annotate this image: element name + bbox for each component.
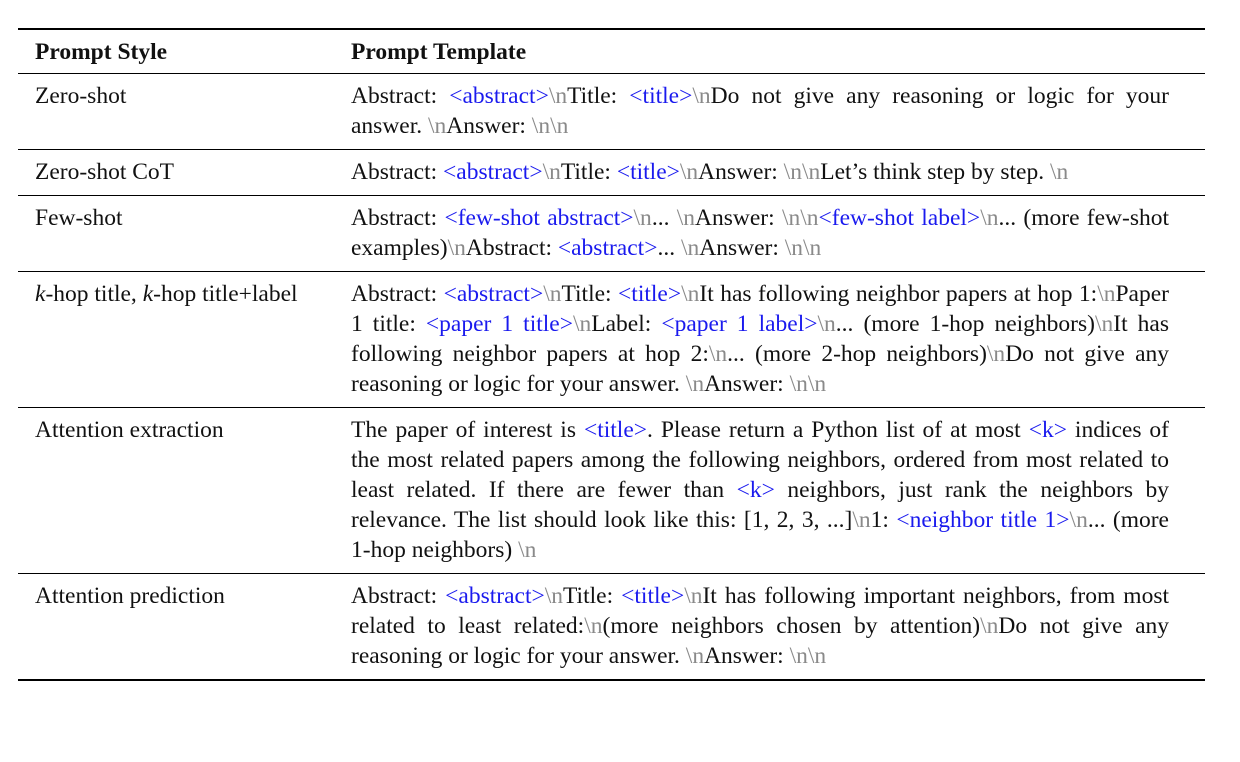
prompt-template-cell [351,203,1169,263]
newline-token: \n\n [784,235,822,261]
newline-token: \n [852,507,871,533]
newline-token: \n [679,159,699,185]
newline-token: \n [980,613,999,639]
text-segment: Answer: [698,159,784,185]
placeholder-token: <paper 1 title> [425,311,573,337]
placeholder-token: <title> [618,281,682,307]
text-segment: . Please return a Python list of at most [647,417,1029,443]
text-segment: ... (more few-shot examples) [351,205,1170,261]
table-row [18,408,1205,573]
prompt-template-cell [351,157,1169,187]
text-segment: Abstract: [351,205,445,231]
newline-token: \n [548,83,568,109]
text-segment: Answer: [446,113,532,139]
text-segment: Answer: [695,205,782,231]
newline-token: \n [1094,311,1114,337]
prompt-style-cell [18,415,351,565]
newline-token: \n [692,83,711,109]
prompt-template-cell [351,415,1169,565]
text-segment: It has following important neighbors, from most related to least related: [351,583,1170,639]
prompt-style-cell [18,203,351,263]
placeholder-token: <few-shot abstract> [444,205,634,231]
text-segment: Abstract: [351,583,446,609]
text-segment: It has following neighbor papers at hop 1: [699,281,1098,307]
text-segment: ... [651,205,677,231]
text-segment: -hop title, [45,281,143,307]
newline-token: \n [685,643,705,669]
placeholder-token: <abstract> [443,281,544,307]
newline-token: \n [1050,159,1069,185]
newline-token: \n [542,159,561,185]
text-segment: ... [657,235,681,261]
newline-token: \n [1097,281,1116,307]
text-segment: neighbors, just rank the neighbors by relevance. The list should look like this: [1, 2, 3, ...] [351,477,1169,533]
prompt-template-cell [351,581,1169,671]
newline-token: \n [986,341,1006,367]
text-segment: -hop title+label [153,281,298,307]
newline-token: \n [633,205,652,231]
newline-token: \n\n [789,371,827,397]
prompt-table [18,28,1205,681]
newline-token: \n [680,235,700,261]
placeholder-token: <few-shot label> [818,205,981,231]
table-row [18,150,1205,195]
bottom-rule [18,679,1205,681]
text-segment: Abstract: [351,83,450,109]
text-segment: It has following neighbor papers at hop 2: [351,311,1169,367]
placeholder-token: <title> [616,159,680,185]
prompt-style-cell [18,279,351,399]
placeholder-token: <abstract> [443,159,543,185]
newline-token: \n [428,113,447,139]
placeholder-token: <neighbor title 1> [896,507,1070,533]
placeholder-token: <title> [621,583,685,609]
newline-token: \n\n [781,205,819,231]
text-segment: Label: [591,311,662,337]
text-segment: Zero-shot CoT [35,159,175,185]
newline-token: \n [544,583,564,609]
newline-token: \n [676,205,696,231]
newline-token: \n [572,311,592,337]
text-segment: Do not give any reasoning or logic for your answer. [351,341,1170,397]
text-segment: Few-shot [35,205,123,231]
placeholder-token: <title> [629,83,693,109]
newline-token: \n [708,341,728,367]
text-segment: Do not give any reasoning or logic for your answer. [351,613,1170,669]
table-row [18,74,1205,149]
newline-token: \n\n [531,113,569,139]
text-segment: Attention extraction [35,417,224,443]
newline-token: \n [681,281,700,307]
header-prompt-template: Prompt Template [351,39,527,65]
placeholder-token: <abstract> [449,83,549,109]
prompt-style-cell [18,81,351,141]
text-segment: Zero-shot [35,83,127,109]
placeholder-token: <paper 1 label> [661,311,818,337]
text-segment: Answer: [704,371,790,397]
prompt-style-cell [18,581,351,671]
text-segment: Do not give any reasoning or logic for your answer. [351,83,1170,139]
math-variable: k [35,281,46,307]
placeholder-token: <title> [583,417,648,443]
newline-token: \n [447,235,466,261]
text-segment: indices of the most related papers among the following neighbors, ordered from most related to least related. If there are fewer than [351,417,1170,503]
text-segment: Title: [567,83,630,109]
text-segment: Title: [560,159,617,185]
newline-token: \n [685,371,705,397]
text-segment: ... (more 1-hop neighbors) [351,507,1169,563]
text-segment: Answer: [699,235,785,261]
prompt-style-cell [18,157,351,187]
math-variable: k [142,281,154,307]
newline-token: \n [684,583,703,609]
newline-token: \n [980,205,999,231]
prompt-template-cell [351,279,1169,399]
text-segment: 1: [870,507,897,533]
newline-token: \n [1069,507,1088,533]
table-body [18,73,1205,679]
newline-token: \n [584,613,603,639]
header-prompt-style: Prompt Style [35,39,168,65]
text-segment: The paper of interest is [351,417,584,443]
text-segment: Abstract: [351,159,444,185]
prompt-template-cell [351,81,1169,141]
placeholder-token: <abstract> [445,583,545,609]
header-row [18,30,1205,73]
text-segment: Attention prediction [35,583,225,609]
table-row [18,272,1205,407]
placeholder-token: <k> [736,477,775,503]
newline-token: \n [817,311,836,337]
newline-token: \n [518,537,537,563]
newline-token: \n\n [789,643,827,669]
placeholder-token: <abstract> [557,235,658,261]
text-segment: Answer: [704,643,790,669]
text-segment: (more neighbors chosen by attention) [602,613,981,639]
newline-token: \n\n [783,159,821,185]
text-segment: Title: [563,583,622,609]
placeholder-token: <k> [1028,417,1067,443]
table-row [18,574,1205,679]
table-row [18,196,1205,271]
text-segment: Let’s think step by step. [820,159,1050,185]
text-segment: ... (more 2-hop neighbors) [727,341,987,367]
text-segment: Abstract: [351,281,444,307]
text-segment: Title: [561,281,619,307]
text-segment: Paper 1 title: [351,281,1169,337]
text-segment: Abstract: [465,235,558,261]
newline-token: \n [543,281,562,307]
text-segment: ... (more 1-hop neighbors) [835,311,1095,337]
